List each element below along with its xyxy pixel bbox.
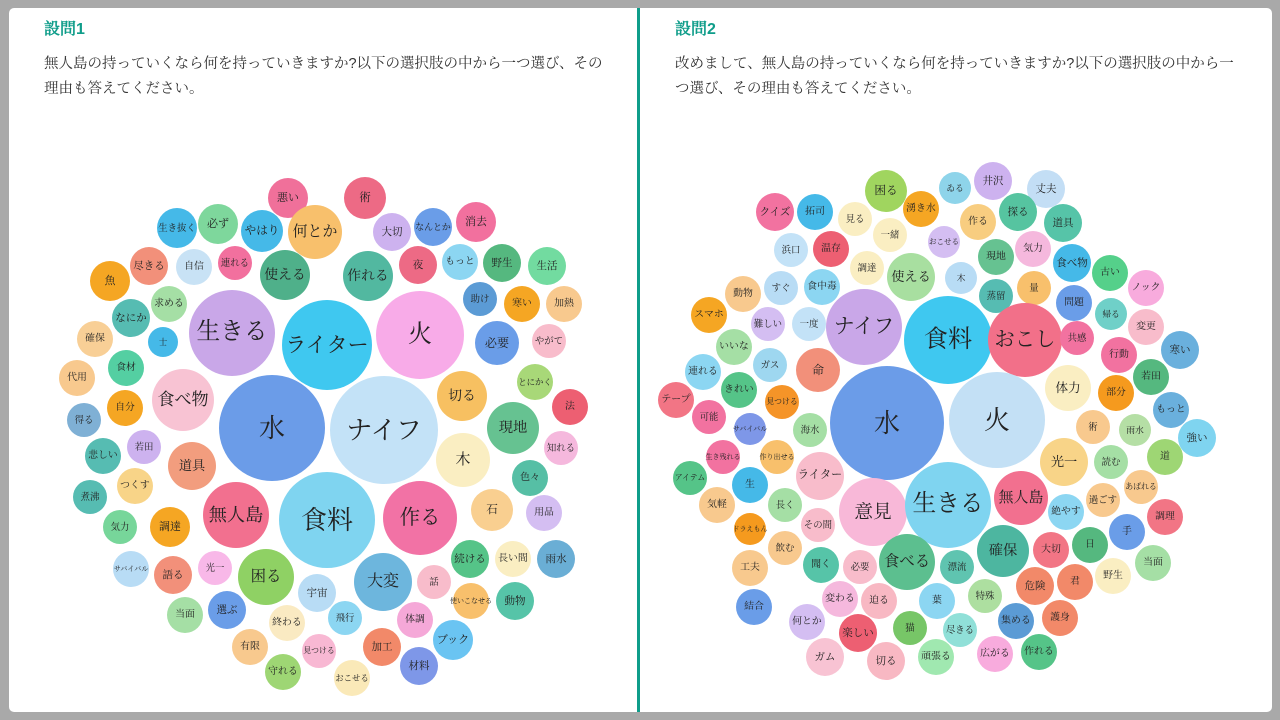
word-bubble: 作り出せる	[760, 440, 794, 474]
word-bubble: 木	[945, 262, 977, 294]
word-bubble: 一緒	[873, 218, 907, 252]
word-bubble: 気軽	[699, 487, 735, 523]
word-bubble: 若田	[127, 430, 161, 464]
word-bubble: 現地	[978, 239, 1014, 275]
word-bubble: 助け	[463, 282, 497, 316]
word-bubble: なにか	[112, 299, 150, 337]
word-bubble: 特殊	[968, 579, 1002, 613]
panel-title-q2: 設問2	[675, 21, 716, 38]
word-bubble: ドラえもん	[734, 513, 766, 545]
word-bubble: 野生	[1095, 558, 1131, 594]
word-bubble: その間	[801, 508, 835, 542]
word-bubble: 湧き水	[903, 191, 939, 227]
word-bubble: 食料	[279, 472, 375, 568]
word-bubble: 頑張る	[918, 639, 954, 675]
word-bubble: 自信	[176, 249, 212, 285]
word-bubble: 危険	[1016, 567, 1054, 605]
word-bubble: 聞く	[803, 547, 839, 583]
word-bubble: 問題	[1056, 285, 1092, 321]
word-bubble: 得る	[67, 403, 101, 437]
word-bubble: 食材	[108, 350, 144, 386]
word-bubble: ガム	[806, 638, 844, 676]
word-bubble: もっと	[1153, 392, 1189, 428]
word-bubble: 使える	[887, 253, 935, 301]
word-bubble: サバイバル	[734, 413, 766, 445]
word-bubble: 結合	[736, 589, 772, 625]
word-bubble: 当面	[1135, 545, 1171, 581]
word-bubble: ナイフ	[826, 289, 902, 365]
word-bubble: 難しい	[751, 307, 785, 341]
question-text-q2: 改めまして、無人島の持っていくなら何を持っていきますか?以下の選択肢の中から一つ選び、その理由も答えてください。	[675, 56, 1234, 98]
word-bubble: 無人島	[203, 482, 269, 548]
word-bubble: 楽しい	[839, 614, 877, 652]
word-bubble: 温存	[813, 231, 849, 267]
word-bubble: 蒸留	[979, 279, 1013, 313]
word-bubble: 迫る	[861, 583, 897, 619]
word-bubble: 見つける	[302, 634, 336, 668]
word-bubble: 光一	[198, 551, 232, 585]
word-bubble: 水	[830, 366, 944, 480]
word-bubble: 切る	[437, 371, 487, 421]
word-bubble: 読む	[1094, 445, 1128, 479]
word-bubble: 求める	[151, 286, 187, 322]
panel-question-2	[641, 8, 1271, 712]
word-bubble: 寒い	[504, 286, 540, 322]
word-bubble: 作る	[383, 481, 457, 555]
word-bubble: 話	[417, 565, 451, 599]
word-bubble: 悲しい	[85, 438, 121, 474]
word-bubble: 材料	[400, 647, 438, 685]
word-bubble: 集める	[998, 603, 1034, 639]
word-bubble: 拓司	[797, 194, 833, 230]
word-bubble: 続ける	[451, 540, 489, 578]
word-bubble: 大切	[1033, 532, 1069, 568]
word-bubble: 気力	[103, 510, 137, 544]
word-bubble: 現地	[487, 402, 539, 454]
word-bubble: 自分	[107, 390, 143, 426]
word-bubble: 手	[1109, 514, 1145, 550]
word-bubble: 海水	[793, 413, 827, 447]
word-bubble: 無人島	[994, 471, 1048, 525]
word-bubble: すぐ	[764, 271, 798, 305]
word-bubble: 可能	[692, 400, 726, 434]
word-bubble: 長い間	[495, 541, 531, 577]
word-bubble: 色々	[512, 460, 548, 496]
word-bubble: 動物	[725, 276, 761, 312]
word-bubble: 一度	[792, 307, 826, 341]
word-bubble: 夜	[399, 246, 437, 284]
word-bubble: 魚	[90, 261, 130, 301]
word-bubble: 帰る	[1095, 298, 1127, 330]
word-bubble: 探る	[999, 193, 1037, 231]
word-bubble: 体調	[397, 602, 433, 638]
word-bubble: 終わる	[269, 605, 305, 641]
word-bubble: 士	[148, 327, 178, 357]
word-bubble: 生	[732, 467, 768, 503]
word-bubble: 水	[219, 375, 325, 481]
word-bubble: クイズ	[756, 193, 794, 231]
word-bubble: 生活	[528, 247, 566, 285]
word-bubble: 変更	[1128, 309, 1164, 345]
word-bubble: 当面	[167, 597, 203, 633]
word-bubble: 食べる	[879, 534, 935, 590]
word-bubble: 煮沸	[73, 480, 107, 514]
word-bubble: 何とか	[789, 604, 825, 640]
word-bubble: ライター	[796, 452, 844, 500]
word-bubble: 必要	[475, 321, 519, 365]
word-bubble: 日	[1072, 527, 1108, 563]
word-bubble: 確保	[77, 321, 113, 357]
word-bubble: ナイフ	[330, 376, 438, 484]
word-bubble: なんとか	[414, 208, 452, 246]
word-bubble: 必ず	[198, 204, 238, 244]
word-bubble: 知れる	[544, 431, 578, 465]
word-bubble: 調理	[1147, 499, 1183, 535]
word-bubble: 使いこなせる	[453, 583, 489, 619]
word-bubble: 体力	[1045, 365, 1091, 411]
word-bubble: 語る	[154, 556, 192, 594]
word-bubble: 行動	[1101, 337, 1137, 373]
word-bubble: 生きる	[189, 290, 275, 376]
word-bubble: 食べ物	[1053, 244, 1091, 282]
word-bubble: 作る	[960, 204, 996, 240]
word-bubble: 加工	[363, 628, 401, 666]
word-bubble: おこし	[988, 303, 1062, 377]
word-bubble: 飛行	[328, 601, 362, 635]
word-bubble: スマホ	[691, 297, 727, 333]
word-bubble: 切る	[867, 642, 905, 680]
word-bubble: 石	[471, 489, 513, 531]
panel-title-q1: 設問1	[44, 21, 85, 38]
word-bubble: 木	[436, 433, 490, 487]
word-bubble: 若田	[1133, 359, 1169, 395]
word-bubble: 道具	[168, 442, 216, 490]
bubble-chart-q2	[641, 8, 1271, 712]
word-bubble: 悪い	[268, 178, 308, 218]
word-bubble: 変わる	[822, 581, 858, 617]
word-bubble: 君	[1057, 564, 1093, 600]
word-bubble: アイテム	[673, 461, 707, 495]
word-bubble: 代用	[59, 360, 95, 396]
word-bubble: 古い	[1092, 255, 1128, 291]
word-bubble: 長く	[768, 488, 802, 522]
word-bubble: 火	[949, 372, 1045, 468]
word-bubble: 選ぶ	[208, 591, 246, 629]
word-bubble: 部分	[1098, 375, 1134, 411]
word-bubble: テープ	[658, 382, 694, 418]
panel-divider	[637, 8, 640, 712]
word-bubble: 確保	[977, 525, 1029, 577]
word-bubble: 絶やす	[1048, 494, 1084, 530]
word-bubble: 尽きる	[130, 247, 168, 285]
panel-question-1	[10, 8, 637, 712]
word-bubble: ライター	[282, 300, 372, 390]
word-bubble: 術	[344, 177, 386, 219]
word-bubble: 食料	[904, 296, 992, 384]
word-bubble: 量	[1017, 271, 1051, 305]
word-bubble: 丈夫	[1027, 170, 1065, 208]
word-bubble: おこせる	[928, 226, 960, 258]
word-bubble: 守れる	[265, 654, 301, 690]
word-bubble: 連れる	[218, 246, 252, 280]
word-bubble: 過ごす	[1086, 483, 1120, 517]
word-bubble: おこせる	[334, 660, 370, 696]
word-bubble: 見つける	[765, 385, 799, 419]
word-bubble: ゐる	[939, 172, 971, 204]
word-bubble: 葉	[919, 583, 955, 619]
word-bubble: ガス	[753, 348, 787, 382]
word-bubble: サバイバル	[113, 551, 149, 587]
word-bubble: やはり	[241, 210, 283, 252]
word-bubble: つくす	[117, 468, 153, 504]
word-bubble: 何とか	[288, 205, 342, 259]
word-bubble: 井沢	[974, 162, 1012, 200]
word-bubble: 用品	[526, 495, 562, 531]
word-bubble: 広がる	[977, 636, 1013, 672]
word-bubble: 火	[376, 291, 464, 379]
word-bubble: 加熱	[546, 286, 582, 322]
word-bubble: 見る	[838, 202, 872, 236]
word-bubble: 雨水	[537, 540, 575, 578]
word-bubble: 困る	[238, 549, 294, 605]
word-bubble: 生き抜く	[157, 208, 197, 248]
word-bubble: 護身	[1042, 600, 1078, 636]
word-bubble: もっと	[442, 244, 478, 280]
word-bubble: 共感	[1060, 321, 1094, 355]
word-bubble: 調達	[850, 251, 884, 285]
word-bubble: 雨水	[1119, 414, 1151, 446]
word-bubble: 大切	[373, 213, 411, 251]
word-bubble: 飲む	[768, 531, 802, 565]
word-bubble: 食中毒	[804, 269, 840, 305]
word-bubble: きれい	[721, 372, 757, 408]
word-bubble: 困る	[865, 170, 907, 212]
word-bubble: 道具	[1044, 204, 1082, 242]
word-bubble: 尽きる	[943, 613, 977, 647]
word-bubble: 生きる	[905, 462, 991, 548]
word-bubble: 強い	[1178, 419, 1216, 457]
word-bubble: 動物	[496, 582, 534, 620]
word-bubble: 消去	[456, 202, 496, 242]
word-bubble: 調達	[150, 507, 190, 547]
word-bubble: 有限	[232, 629, 268, 665]
word-bubble: 生き残れる	[706, 440, 740, 474]
word-bubble: 猫	[893, 611, 927, 645]
word-bubble: 光一	[1040, 438, 1088, 486]
word-bubble: 作れる	[343, 251, 393, 301]
word-bubble: 道	[1147, 439, 1183, 475]
word-bubble: ノック	[1128, 270, 1164, 306]
word-bubble: 必要	[843, 550, 877, 584]
word-bubble: あばれる	[1124, 470, 1158, 504]
word-bubble: 漂流	[940, 550, 974, 584]
word-bubble: ブック	[433, 620, 473, 660]
word-bubble: 食べ物	[152, 369, 214, 431]
word-bubble: 気力	[1015, 231, 1051, 267]
word-bubble: 寒い	[1161, 331, 1199, 369]
word-bubble: 意見	[839, 478, 907, 546]
word-bubble: 法	[552, 389, 588, 425]
word-bubble: いいな	[716, 329, 752, 365]
word-bubble: やがて	[532, 324, 566, 358]
word-bubble: とにかく	[517, 364, 553, 400]
word-bubble: 浜口	[774, 233, 808, 267]
word-bubble: 工夫	[732, 550, 768, 586]
word-bubble: 野生	[483, 244, 521, 282]
word-bubble: 連れる	[685, 354, 721, 390]
word-bubble: 使える	[260, 250, 310, 300]
word-bubble: 術	[1076, 410, 1110, 444]
word-bubble: 宇宙	[298, 574, 336, 612]
word-bubble: 命	[796, 348, 840, 392]
bubble-chart-q1	[10, 8, 637, 712]
word-bubble: 作れる	[1021, 634, 1057, 670]
question-text-q1: 無人島の持っていくなら何を持っていきますか?以下の選択肢の中から一つ選び、その理由も答えてください。	[44, 56, 603, 98]
word-bubble: 大変	[354, 553, 412, 611]
report-sheet	[9, 8, 1272, 712]
